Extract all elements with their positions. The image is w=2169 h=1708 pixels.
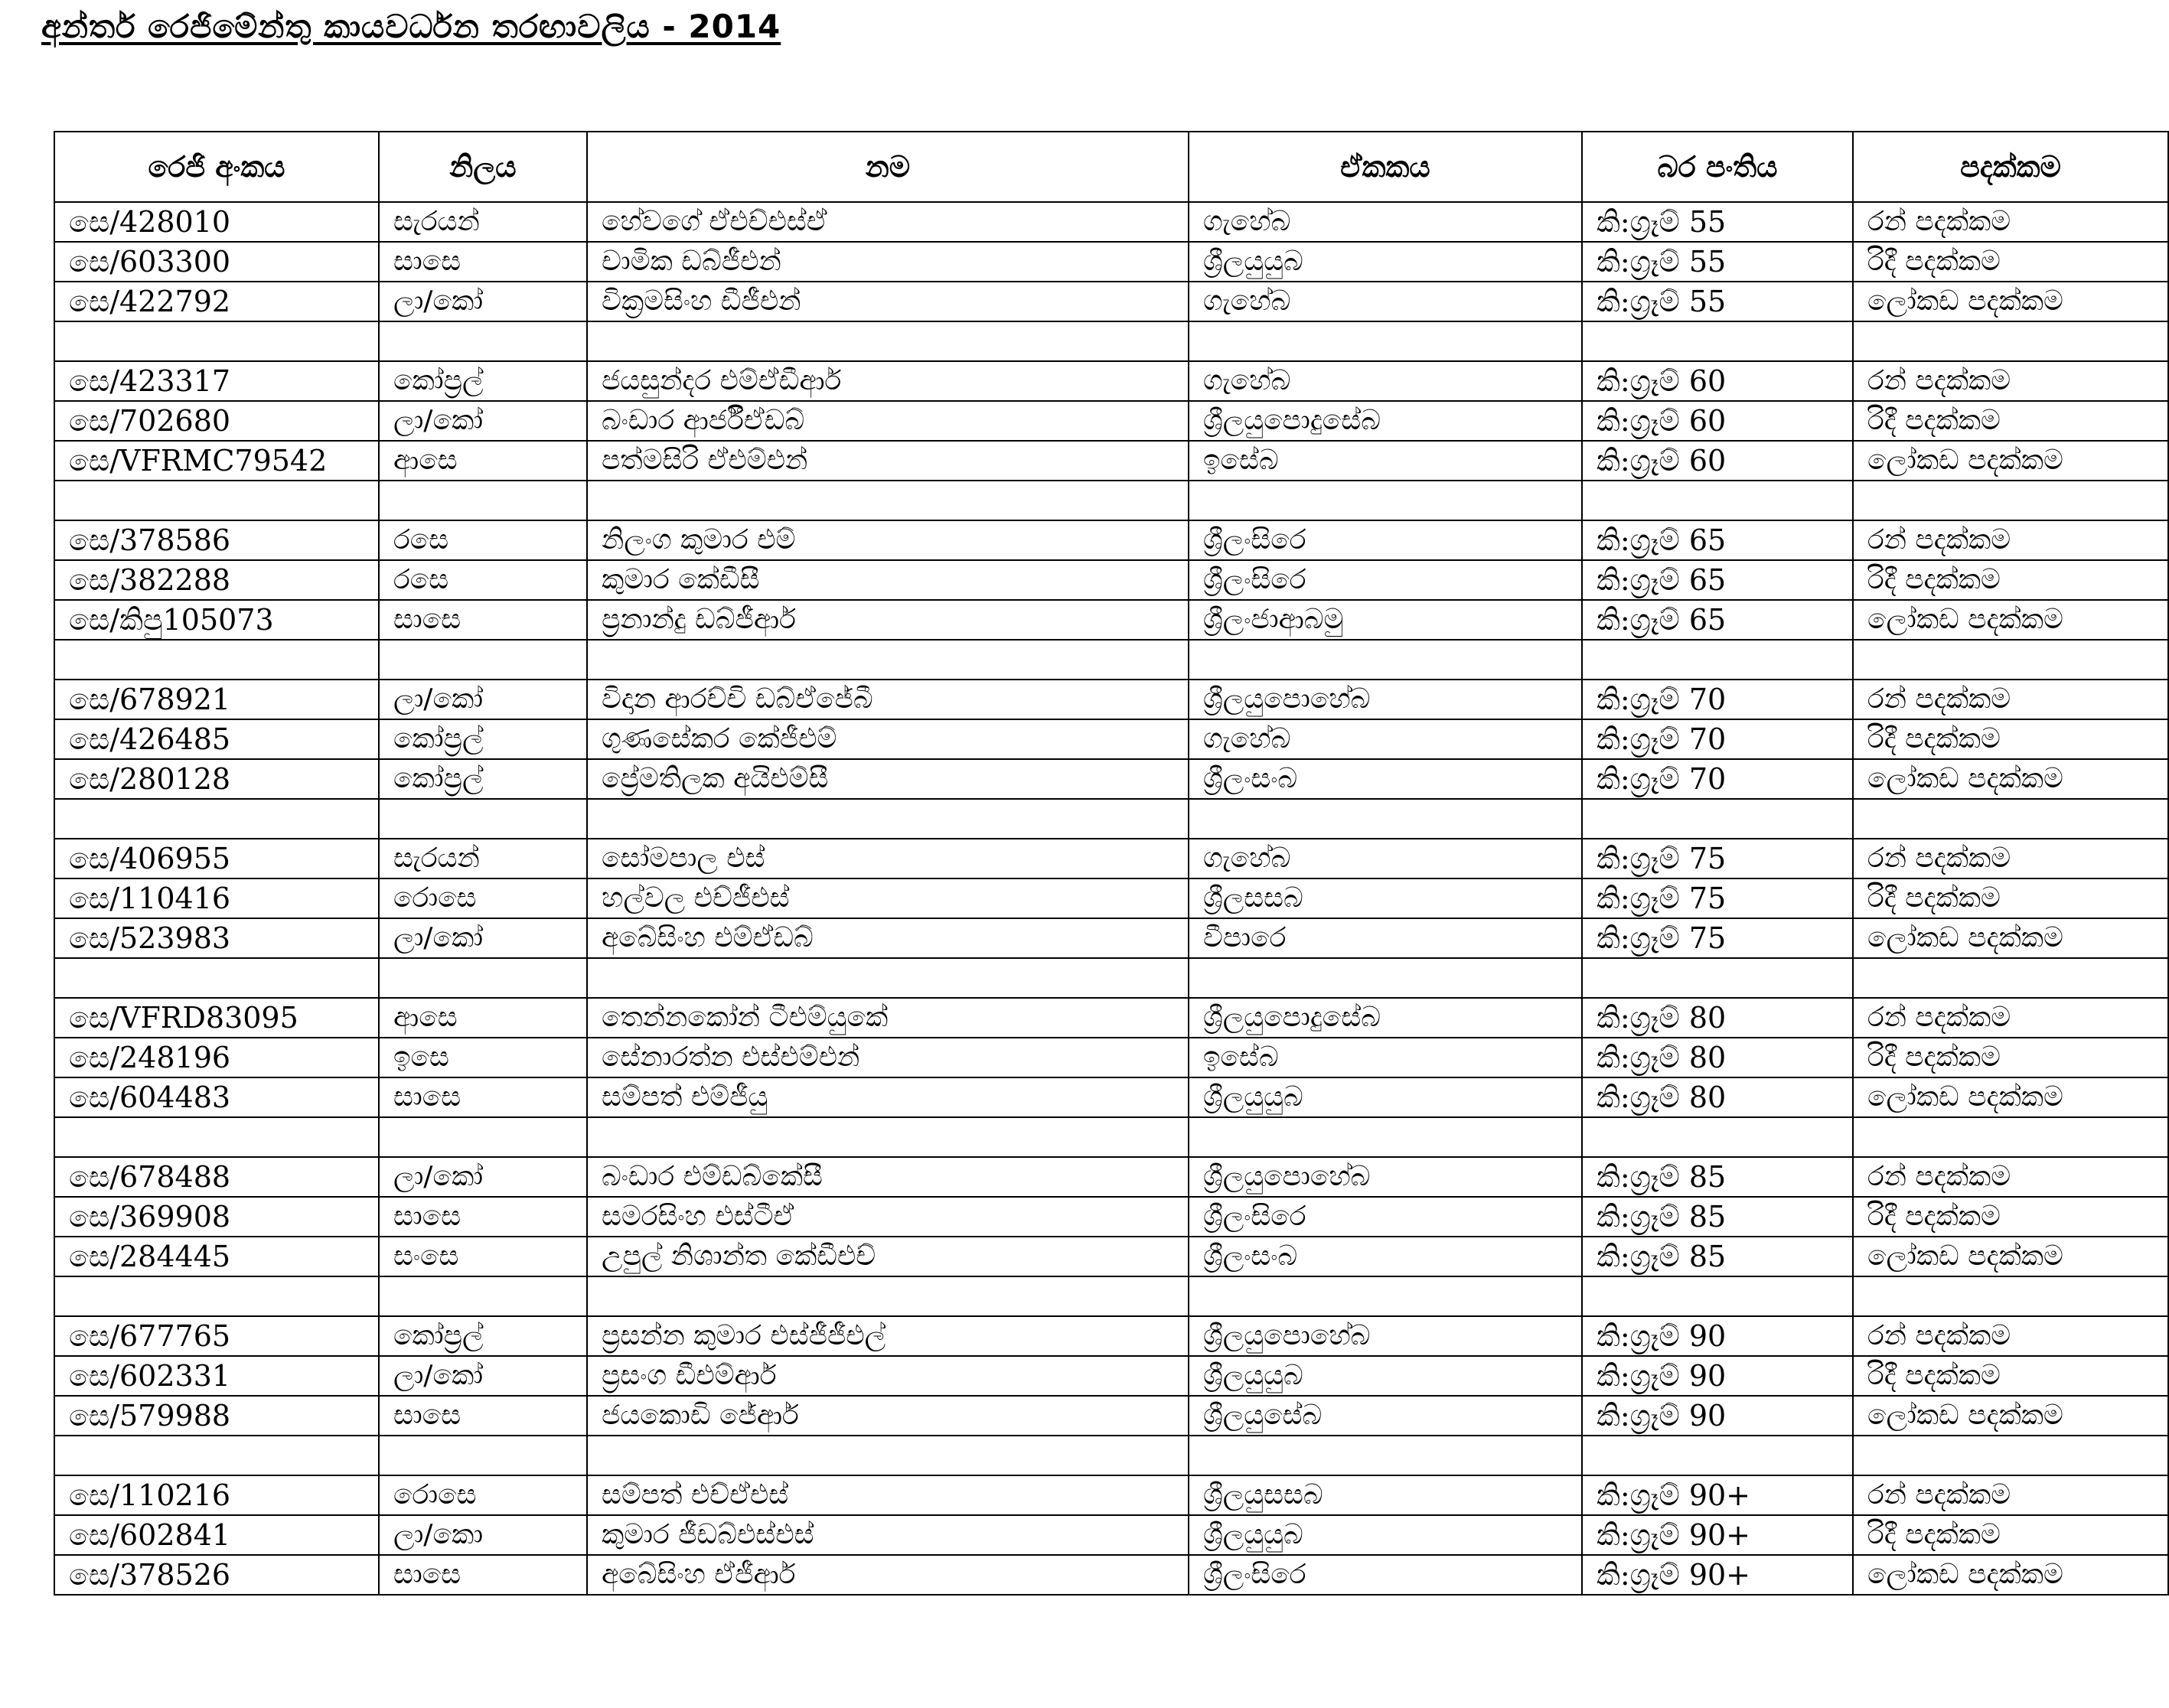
cell-weight-class: කි:ග්‍රෑම් 90+ (1582, 1555, 1853, 1595)
table-row (54, 242, 2168, 282)
cell-medal: රන් පදක්කම (1853, 202, 2168, 242)
spacer-row (54, 1276, 2168, 1316)
cell-reg-number: සෙ/677765 (54, 1316, 379, 1356)
cell-medal: රිදී පදක්කම (1853, 401, 2168, 441)
cell-name: හේවගේ ඒඑච්එස්ඒ (587, 202, 1189, 242)
cell-weight-class: කි:ග්‍රෑම් 75 (1582, 839, 1853, 878)
empty-cell (587, 321, 1189, 361)
empty-cell (379, 1436, 587, 1475)
cell-name: පත්මසිරි ඒඑම්එන් (587, 441, 1189, 481)
header-name: නම (587, 132, 1189, 202)
spacer-row (54, 1436, 2168, 1475)
cell-unit: ගැහේබ (1189, 719, 1582, 759)
empty-cell (1189, 481, 1582, 520)
header-unit: ඒකකය (1189, 132, 1582, 202)
cell-weight-class: කි:ග්‍රෑම් 65 (1582, 520, 1853, 560)
cell-rank: සැරයන් (379, 202, 587, 242)
cell-medal: රිදී පදක්කම (1853, 878, 2168, 918)
table-row (54, 1038, 2168, 1077)
cell-unit: ගැහේබ (1189, 361, 1582, 401)
cell-reg-number: සෙ/378526 (54, 1555, 379, 1595)
cell-weight-class: කි:ග්‍රෑම් 80 (1582, 998, 1853, 1038)
table-row (54, 1157, 2168, 1197)
header-reg-number: රෙජි අංකය (54, 132, 379, 202)
cell-reg-number: සෙ/702680 (54, 401, 379, 441)
empty-cell (1189, 1276, 1582, 1316)
cell-medal: රන් පදක්කම (1853, 1475, 2168, 1515)
cell-medal: රන් පදක්කම (1853, 839, 2168, 878)
cell-unit: ගැහේබ (1189, 282, 1582, 321)
table-row (54, 878, 2168, 918)
cell-medal: රිදී පදක්කම (1853, 1038, 2168, 1077)
empty-cell (54, 799, 379, 839)
cell-name: චාමික ඩබ්ජීඑන් (587, 242, 1189, 282)
cell-unit: ගැහේබ (1189, 839, 1582, 878)
cell-unit: ශ්‍රීලයුසේබ (1189, 1396, 1582, 1436)
cell-medal: රන් පදක්කම (1853, 680, 2168, 719)
empty-cell (54, 1276, 379, 1316)
cell-unit: ශ්‍රීලයුයුබ (1189, 1515, 1582, 1555)
cell-name: උපුල් නිශාන්ත කේඩීඑච් (587, 1237, 1189, 1276)
cell-medal: රිදී පදක්කම (1853, 1197, 2168, 1237)
cell-reg-number: සෙ/VFRD83095 (54, 998, 379, 1038)
cell-name: විදාන ආරච්චි ඩබ්ඒජේබී (587, 680, 1189, 719)
empty-cell (1189, 640, 1582, 680)
header-weight-class: බර පංතිය (1582, 132, 1853, 202)
table-row (54, 560, 2168, 600)
spacer-row (54, 799, 2168, 839)
cell-reg-number: සෙ/678921 (54, 680, 379, 719)
empty-cell (587, 958, 1189, 998)
cell-rank: ලා/කෝ (379, 918, 587, 958)
cell-weight-class: කි:ග්‍රෑම් 70 (1582, 719, 1853, 759)
cell-unit: ශ්‍රීලයුසසබ (1189, 1475, 1582, 1515)
empty-cell (1853, 640, 2168, 680)
cell-name: සමරසිංහ එස්ටීඒ (587, 1197, 1189, 1237)
cell-name: නිලංග කුමාර එම් (587, 520, 1189, 560)
cell-unit: ශ්‍රීලංසිරෙ (1189, 1555, 1582, 1595)
cell-rank: සංසෙ (379, 1237, 587, 1276)
cell-name: අබේසිංහ එම්ඒඩබ් (587, 918, 1189, 958)
cell-rank: සාසෙ (379, 1555, 587, 1595)
cell-reg-number: සෙ/422792 (54, 282, 379, 321)
cell-unit: ශ්‍රීලයුපොදුසේබ (1189, 401, 1582, 441)
cell-weight-class: කි:ග්‍රෑම් 60 (1582, 441, 1853, 481)
cell-medal: රන් පදක්කම (1853, 998, 2168, 1038)
empty-cell (1582, 958, 1853, 998)
cell-unit: ශ්‍රීලංජාආබමු (1189, 600, 1582, 640)
empty-cell (54, 1117, 379, 1157)
cell-weight-class: කි:ග්‍රෑම් 65 (1582, 600, 1853, 640)
table-row (54, 1356, 2168, 1396)
table-row (54, 998, 2168, 1038)
empty-cell (54, 640, 379, 680)
cell-medal: ලෝකඩ පදක්කම (1853, 1077, 2168, 1117)
cell-name: අබේසිංහ ඒජීආර් (587, 1555, 1189, 1595)
cell-weight-class: කි:ග්‍රෑම් 80 (1582, 1077, 1853, 1117)
spacer-row (54, 321, 2168, 361)
cell-weight-class: කි:ග්‍රෑම් 90+ (1582, 1475, 1853, 1515)
cell-weight-class: කි:ග්‍රෑම් 85 (1582, 1157, 1853, 1197)
empty-cell (379, 1117, 587, 1157)
cell-medal: රන් පදක්කම (1853, 361, 2168, 401)
cell-weight-class: කි:ග්‍රෑම් 55 (1582, 202, 1853, 242)
cell-rank: කෝප්‍රල් (379, 759, 587, 799)
empty-cell (1582, 321, 1853, 361)
cell-reg-number: සෙ/602841 (54, 1515, 379, 1555)
cell-reg-number: සෙ/602331 (54, 1356, 379, 1396)
cell-rank: සාසෙ (379, 242, 587, 282)
cell-name: සේනාරත්න එස්එම්එන් (587, 1038, 1189, 1077)
cell-medal: රිදී පදක්කම (1853, 242, 2168, 282)
empty-cell (379, 1276, 587, 1316)
empty-cell (1189, 1117, 1582, 1157)
empty-cell (1582, 481, 1853, 520)
cell-weight-class: කි:ග්‍රෑම් 55 (1582, 282, 1853, 321)
cell-medal: ලෝකඩ පදක්කම (1853, 1396, 2168, 1436)
table-row (54, 680, 2168, 719)
empty-cell (1582, 1436, 1853, 1475)
spacer-row (54, 958, 2168, 998)
cell-rank: සාසෙ (379, 1077, 587, 1117)
empty-cell (379, 799, 587, 839)
cell-rank: සාසෙ (379, 1396, 587, 1436)
cell-name: සම්පත් එච්ඒඑස් (587, 1475, 1189, 1515)
cell-name: ප්‍රේමතිලක අයිඑම්සී (587, 759, 1189, 799)
empty-cell (54, 481, 379, 520)
cell-unit: ශ්‍රීලයුපොහේබ (1189, 1316, 1582, 1356)
results-table (54, 131, 2169, 1596)
cell-unit: ගැහේබ (1189, 202, 1582, 242)
empty-cell (587, 640, 1189, 680)
cell-reg-number: සෙ/369908 (54, 1197, 379, 1237)
table-row (54, 202, 2168, 242)
cell-weight-class: කි:ග්‍රෑම් 85 (1582, 1237, 1853, 1276)
cell-reg-number: සෙ/523983 (54, 918, 379, 958)
cell-name: තෙන්නකෝන් ටීඑම්යුකේ (587, 998, 1189, 1038)
cell-medal: ලෝකඩ පදක්කම (1853, 918, 2168, 958)
cell-reg-number: සෙ/110416 (54, 878, 379, 918)
cell-name: වික්‍රමසිංහ ඩීජීඑන් (587, 282, 1189, 321)
header-row (54, 132, 2168, 202)
cell-medal: රන් පදක්කම (1853, 1316, 2168, 1356)
cell-reg-number: සෙ/579988 (54, 1396, 379, 1436)
cell-reg-number: සෙ/280128 (54, 759, 379, 799)
cell-name: සම්පත් එම්ජීයු (587, 1077, 1189, 1117)
table-row (54, 839, 2168, 878)
cell-rank: සාසෙ (379, 600, 587, 640)
empty-cell (587, 1276, 1189, 1316)
cell-reg-number: සෙ/VFRMC79542 (54, 441, 379, 481)
cell-name: සෝමපාල එස් (587, 839, 1189, 878)
cell-medal: ලෝකඩ පදක්කම (1853, 759, 2168, 799)
cell-name: කුමාර ජීඩබ්එස්එස් (587, 1515, 1189, 1555)
empty-cell (587, 799, 1189, 839)
cell-unit: ශ්‍රීලංසංබ (1189, 1237, 1582, 1276)
spacer-row (54, 1117, 2168, 1157)
cell-reg-number: සෙ/378586 (54, 520, 379, 560)
cell-weight-class: කි:ග්‍රෑම් 75 (1582, 878, 1853, 918)
cell-reg-number: සෙ/423317 (54, 361, 379, 401)
cell-rank: ලා/කො (379, 1515, 587, 1555)
cell-weight-class: කි:ග්‍රෑම් 60 (1582, 361, 1853, 401)
cell-rank: රසෙ (379, 520, 587, 560)
cell-unit: ශ්‍රීලයුපොහේබ (1189, 680, 1582, 719)
empty-cell (1853, 481, 2168, 520)
empty-cell (1853, 1117, 2168, 1157)
table-row (54, 1515, 2168, 1555)
empty-cell (379, 958, 587, 998)
cell-unit: ශ්‍රීලංසිරෙ (1189, 1197, 1582, 1237)
cell-reg-number: සෙ/382288 (54, 560, 379, 600)
empty-cell (587, 1436, 1189, 1475)
cell-reg-number: සෙ/604483 (54, 1077, 379, 1117)
empty-cell (54, 1436, 379, 1475)
cell-name: බංඩාර ආර්ජීඒඩබ් (587, 401, 1189, 441)
cell-medal: ලෝකඩ පදක්කම (1853, 282, 2168, 321)
empty-cell (54, 321, 379, 361)
empty-cell (1853, 321, 2168, 361)
cell-rank: සාසෙ (379, 1197, 587, 1237)
cell-rank: ඉසෙ (379, 1038, 587, 1077)
cell-unit: ශ්‍රීලයුයුබ (1189, 1356, 1582, 1396)
empty-cell (1582, 1117, 1853, 1157)
cell-rank: රොසෙ (379, 878, 587, 918)
cell-unit: ශ්‍රීලසසබ (1189, 878, 1582, 918)
empty-cell (1189, 799, 1582, 839)
cell-rank: රසෙ (379, 560, 587, 600)
empty-cell (1582, 799, 1853, 839)
table-row (54, 1197, 2168, 1237)
cell-rank: කෝප්‍රල් (379, 719, 587, 759)
empty-cell (1853, 958, 2168, 998)
cell-weight-class: කි:ග්‍රෑම් 70 (1582, 759, 1853, 799)
table-row (54, 282, 2168, 321)
cell-weight-class: කි:ග්‍රෑම් 80 (1582, 1038, 1853, 1077)
cell-weight-class: කි:ග්‍රෑම් 65 (1582, 560, 1853, 600)
cell-name: හල්වල එච්ජීඑස් (587, 878, 1189, 918)
empty-cell (379, 481, 587, 520)
spacer-row (54, 640, 2168, 680)
cell-unit: ශ්‍රීලංසංබ (1189, 759, 1582, 799)
header-rank: නිලය (379, 132, 587, 202)
cell-medal: රිදී පදක්කම (1853, 1515, 2168, 1555)
table-row (54, 520, 2168, 560)
table-row (54, 441, 2168, 481)
table-row (54, 1555, 2168, 1595)
empty-cell (587, 1117, 1189, 1157)
cell-weight-class: කි:ග්‍රෑම් 90+ (1582, 1515, 1853, 1555)
cell-unit: ශ්‍රීලයුයුබ (1189, 242, 1582, 282)
empty-cell (1853, 799, 2168, 839)
cell-weight-class: කි:ග්‍රෑම් 60 (1582, 401, 1853, 441)
cell-name: ප්‍රසංග ඩීඑම්ආර් (587, 1356, 1189, 1396)
cell-medal: රන් පදක්කම (1853, 520, 2168, 560)
cell-medal: ලෝකඩ පදක්කම (1853, 1237, 2168, 1276)
cell-weight-class: කි:ග්‍රෑම් 55 (1582, 242, 1853, 282)
cell-medal: රිදී පදක්කම (1853, 1356, 2168, 1396)
cell-unit: ශ්‍රීලංසිරෙ (1189, 520, 1582, 560)
cell-rank: සැරයන් (379, 839, 587, 878)
cell-medal: රිදී පදක්කම (1853, 719, 2168, 759)
cell-unit: ඉසේබ (1189, 1038, 1582, 1077)
cell-rank: රොසෙ (379, 1475, 587, 1515)
table-row (54, 600, 2168, 640)
empty-cell (54, 958, 379, 998)
cell-reg-number: සෙ/කිපු105073 (54, 600, 379, 640)
empty-cell (1853, 1276, 2168, 1316)
cell-medal: ලෝකඩ පදක්කම (1853, 441, 2168, 481)
spacer-row (54, 481, 2168, 520)
cell-reg-number: සෙ/284445 (54, 1237, 379, 1276)
cell-name: ජයකොඩි ජේආර් (587, 1396, 1189, 1436)
cell-name: ප්‍රසන්න කුමාර එස්ජීජීඑල් (587, 1316, 1189, 1356)
cell-unit: වීපාරෙ (1189, 918, 1582, 958)
empty-cell (379, 640, 587, 680)
cell-medal: රිදී පදක්කම (1853, 560, 2168, 600)
table-row (54, 361, 2168, 401)
cell-unit: ශ්‍රීලයුයුබ (1189, 1077, 1582, 1117)
empty-cell (379, 321, 587, 361)
table-row (54, 401, 2168, 441)
cell-unit: ශ්‍රීලංසිරෙ (1189, 560, 1582, 600)
empty-cell (1853, 1436, 2168, 1475)
cell-reg-number: සෙ/248196 (54, 1038, 379, 1077)
table-header (54, 132, 2168, 202)
table-body (54, 202, 2168, 1595)
cell-reg-number: සෙ/406955 (54, 839, 379, 878)
cell-unit: ශ්‍රීලයුපොදුසේබ (1189, 998, 1582, 1038)
table-row (54, 1475, 2168, 1515)
cell-weight-class: කි:ග්‍රෑම් 85 (1582, 1197, 1853, 1237)
empty-cell (587, 481, 1189, 520)
cell-weight-class: කි:ග්‍රෑම් 90 (1582, 1316, 1853, 1356)
cell-rank: ලා/කෝ (379, 1356, 587, 1396)
empty-cell (1582, 1276, 1853, 1316)
cell-medal: ලෝකඩ පදක්කම (1853, 1555, 2168, 1595)
table-row (54, 1396, 2168, 1436)
cell-weight-class: කි:ග්‍රෑම් 75 (1582, 918, 1853, 958)
cell-name: ප්‍රනාන්දු ඩබ්ජීආර් (587, 600, 1189, 640)
empty-cell (1582, 640, 1853, 680)
empty-cell (1189, 958, 1582, 998)
empty-cell (1189, 1436, 1582, 1475)
cell-rank: ලා/කෝ (379, 282, 587, 321)
cell-reg-number: සෙ/603300 (54, 242, 379, 282)
cell-medal: රන් පදක්කම (1853, 1157, 2168, 1197)
empty-cell (1189, 321, 1582, 361)
cell-rank: කෝප්‍රල් (379, 1316, 587, 1356)
cell-reg-number: සෙ/110216 (54, 1475, 379, 1515)
cell-reg-number: සෙ/428010 (54, 202, 379, 242)
cell-unit: ශ්‍රීලයුපොහේබ (1189, 1157, 1582, 1197)
cell-weight-class: කි:ග්‍රෑම් 90 (1582, 1396, 1853, 1436)
table-row (54, 1316, 2168, 1356)
cell-rank: ලා/කෝ (379, 401, 587, 441)
cell-reg-number: සෙ/426485 (54, 719, 379, 759)
document-title: අන්තර් රෙජිමේන්තු කායවර්ධන තරඟාවලිය - 2014 (41, 8, 781, 45)
cell-name: ගුණසේකර කේජීඑම් (587, 719, 1189, 759)
header-medal: පදක්කම (1853, 132, 2168, 202)
cell-name: බංඩාර එම්ඩබ්කේසී (587, 1157, 1189, 1197)
cell-rank: ආසෙ (379, 441, 587, 481)
cell-medal: ලෝකඩ පදක්කම (1853, 600, 2168, 640)
table-row (54, 759, 2168, 799)
cell-reg-number: සෙ/678488 (54, 1157, 379, 1197)
cell-rank: කෝප්‍රල් (379, 361, 587, 401)
cell-rank: ලා/කෝ (379, 1157, 587, 1197)
table-row (54, 918, 2168, 958)
cell-rank: ආසෙ (379, 998, 587, 1038)
cell-weight-class: කි:ග්‍රෑම් 90 (1582, 1356, 1853, 1396)
cell-unit: ඉසේබ (1189, 441, 1582, 481)
cell-name: කුමාර කේඩීසී (587, 560, 1189, 600)
cell-name: ජයසුන්දර එම්ඒඩීආර් (587, 361, 1189, 401)
table-row (54, 719, 2168, 759)
cell-weight-class: කි:ග්‍රෑම් 70 (1582, 680, 1853, 719)
table-row (54, 1077, 2168, 1117)
cell-rank: ලා/කෝ (379, 680, 587, 719)
table-row (54, 1237, 2168, 1276)
